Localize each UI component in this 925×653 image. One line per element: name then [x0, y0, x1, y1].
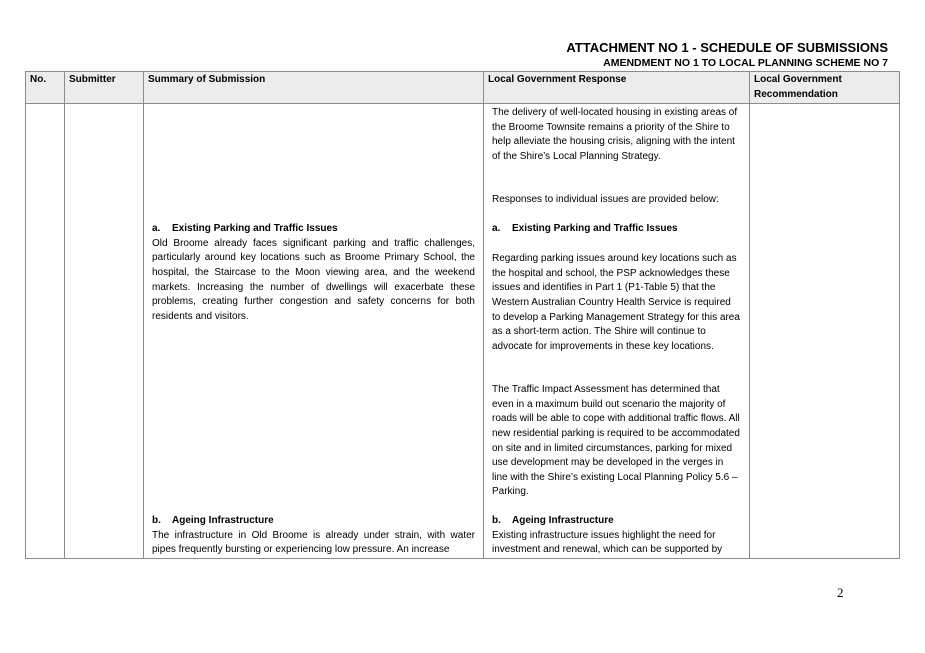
page-title: ATTACHMENT NO 1 - SCHEDULE OF SUBMISSIONS	[566, 40, 888, 55]
cell-response	[484, 104, 750, 559]
column-header-summary: Summary of Submission	[144, 72, 484, 104]
response-item-a-para2	[492, 383, 741, 500]
response-item-a	[492, 222, 741, 237]
table-header-row	[26, 72, 900, 104]
cell-submitter	[65, 104, 144, 559]
cell-summary	[144, 104, 484, 559]
summary-item-a-heading: a. Existing Parking and Traffic Issues	[152, 223, 338, 235]
response-item-a-para1-text: Regarding parking issues around key locations such as the hospital and school, the PSP acknowledges these issues and identifies in Part 1 (P1-Table 5) that the Western Australian Country Health Service is required to develop a Parking Management Strategy for this area as a short-term action. The Shire will continue to advocate for improvements in these key locations.	[492, 253, 740, 352]
cell-no	[26, 104, 65, 559]
summary-item-b-text: The infrastructure in Old Broome is already under strain, with water pipes frequently bursting or experiencing low pressure. An increase	[152, 529, 475, 556]
response-item-a-para1	[492, 252, 741, 354]
cell-recommendation	[750, 104, 900, 559]
column-header-no: No.	[26, 72, 65, 104]
response-intro	[492, 106, 741, 164]
column-header-response: Local Government Response	[484, 72, 750, 104]
submissions-table	[25, 71, 900, 559]
summary-item-b	[152, 514, 475, 557]
summary-item-a-text: Old Broome already faces significant parking and traffic challenges, particularly around key locations such as Broome Primary School, the hospital, the Staircase to the Moon viewing area, and the weekend markets. Increasing the number of dwellings will exacerbate these problems, creating further congestion and safety concerns for both residents and visitors.	[152, 237, 475, 322]
response-item-b	[492, 514, 741, 557]
response-item-a-heading: a. Existing Parking and Traffic Issues	[492, 223, 678, 235]
response-intro-text: The delivery of well-located housing in existing areas of the Broome Townsite remains a priority of the Shire to help alleviate the housing crisis, aligning with the intent of the Shire’s Local Planning Strategy.	[492, 107, 738, 162]
column-header-submitter: Submitter	[65, 72, 144, 104]
response-note	[492, 193, 741, 208]
column-header-recommendation: Local Government Recommendation	[750, 72, 900, 104]
response-note-text: Responses to individual issues are provided below:	[492, 194, 719, 206]
summary-item-a	[152, 222, 475, 324]
table-row	[26, 104, 900, 559]
response-item-b-text: Existing infrastructure issues highlight the need for investment and renewal, which can be supported by	[492, 529, 723, 556]
summary-item-b-heading: b. Ageing Infrastructure	[152, 515, 274, 527]
response-item-b-heading: b. Ageing Infrastructure	[492, 515, 614, 527]
page-number: 2	[837, 585, 844, 600]
response-item-a-para2-text: The Traffic Impact Assessment has determined that even in a maximum build out scenario the majority of roads will be able to cope with additional traffic flows. All new residential parking is required to be accommodated on site and in limited circumstances, parking for mixed use development may be developed in the verges in line with the Shire’s existing Local Planning Policy 5.6 – Parking.	[492, 384, 740, 498]
page-subtitle: AMENDMENT NO 1 TO LOCAL PLANNING SCHEME NO 7	[603, 57, 888, 69]
